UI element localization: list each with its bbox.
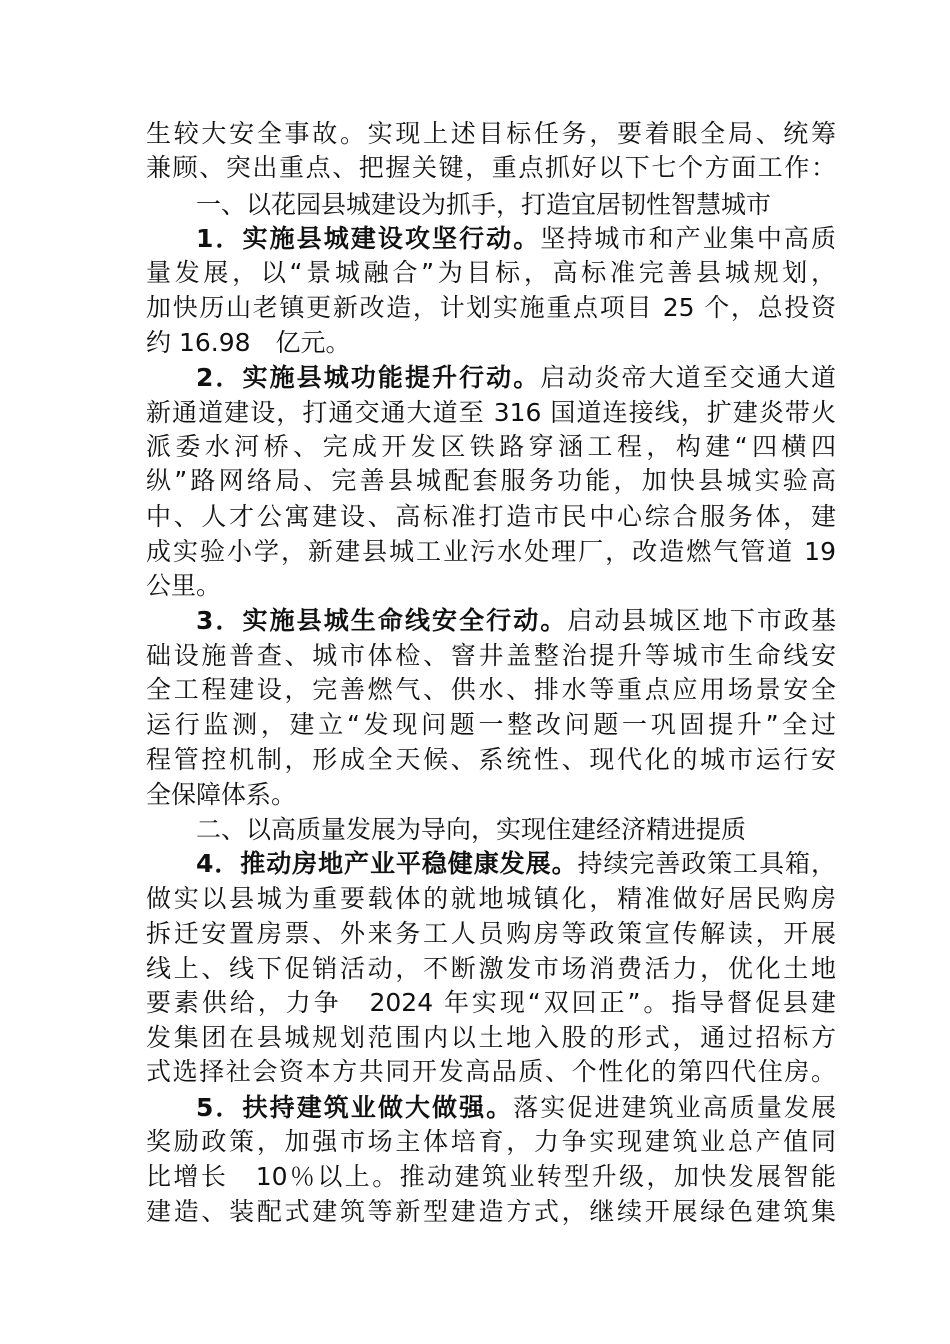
text-line-10 — [146, 430, 836, 464]
line-text: 新通道建设，打通交通大道至 316 国道连接线，扩建炎带火 — [146, 398, 836, 427]
text-line-27 — [146, 1021, 836, 1055]
text-line-9 — [146, 396, 836, 430]
text-line-23 — [146, 882, 836, 916]
text-line-18 — [146, 708, 836, 742]
text-line-6 — [146, 291, 836, 325]
text-line-26 — [146, 986, 836, 1020]
item-heading-3 — [196, 604, 836, 638]
text-line-31 — [146, 1160, 836, 1194]
text-line-30 — [146, 1125, 836, 1159]
section-heading-2 — [196, 813, 836, 847]
item-text: 持续完善政策工具箱， — [577, 849, 836, 878]
item-heading-1 — [196, 222, 836, 256]
line-text: 全工程建设，完善燃气、供水、排水等重点应用场景安全 — [146, 675, 836, 704]
heading-text: 二、以高质量发展为导向，实现住建经济精进提质 — [196, 815, 747, 844]
line-text: 加快历山老镇更新改造，计划实施重点项目 25 个，总投资 — [146, 293, 836, 322]
line-text: 纵”路网络局、完善县城配套服务功能，加快县城实验高 — [146, 466, 836, 495]
text-line-28 — [146, 1055, 836, 1089]
text-line-16 — [146, 639, 836, 673]
item-text: 启动炎帝大道至交通大道 — [540, 363, 836, 392]
text-line-12 — [146, 500, 836, 534]
line-text: 建造、装配式建筑等新型建造方式，继续开展绿色建筑集 — [146, 1197, 836, 1226]
line-text: 生较大安全事故。实现上述目标任务，要着眼全局、统筹 — [146, 119, 836, 148]
line-text: 要素供给，力争 2024 年实现“双回正”。指导督促县建 — [146, 988, 836, 1017]
text-line-25 — [146, 952, 836, 986]
line-text: 兼顾、突出重点、把握关键，重点抓好以下七个方面工作： — [146, 153, 836, 182]
item-title: 3．实施县城生命线安全行动。 — [196, 606, 568, 635]
line-text: 成实验小学，新建县城工业污水处理厂，改造燃气管道 19 — [146, 537, 836, 566]
line-text: 式选择社会资本方共同开发高品质、个性化的第四代住房。 — [146, 1057, 836, 1086]
text-line-24 — [146, 917, 836, 951]
text-line-17 — [146, 673, 836, 707]
item-text: 启动县城区地下市政基 — [567, 606, 836, 635]
text-line-5 — [146, 256, 836, 290]
text-line-19 — [146, 743, 836, 777]
item-title: 4．推动房地产业平稳健康发展。 — [196, 849, 578, 878]
item-heading-4 — [196, 847, 836, 881]
item-heading-2 — [196, 361, 836, 395]
line-text: 派委水河桥、完成开发区铁路穿涵工程，构建“四横四 — [146, 432, 836, 461]
text-line-2 — [146, 151, 836, 185]
line-text: 发集团在县城规划范围内以土地入股的形式，通过招标方 — [146, 1023, 836, 1052]
line-text: 量发展，以“景城融合”为目标，高标准完善县城规划， — [146, 258, 836, 287]
text-line-7 — [146, 326, 836, 360]
line-text: 中、人才公寓建设、高标准打造市民中心综合服务体，建 — [146, 502, 836, 531]
line-text: 础设施普查、城市体检、窨井盖整治提升等城市生命线安 — [146, 641, 836, 670]
line-text: 公里。 — [146, 571, 222, 600]
line-text: 比增长 10％以上。推动建筑业转型升级，加快发展智能 — [146, 1162, 836, 1191]
text-line-32 — [146, 1195, 836, 1229]
line-text: 线上、线下促销活动，不断激发市场消费活力，优化土地 — [146, 954, 836, 983]
text-line-14 — [146, 569, 836, 603]
item-heading-5 — [196, 1091, 836, 1125]
item-title: 5．扶持建筑业做大做强。 — [196, 1093, 514, 1122]
item-text: 落实促进建筑业高质量发展 — [513, 1093, 836, 1122]
item-title: 2．实施县城功能提升行动。 — [196, 363, 541, 392]
line-text: 全保障体系。 — [146, 780, 297, 809]
line-text: 奖励政策，加强市场主体培育，力争实现建筑业总产值同 — [146, 1127, 836, 1156]
line-text: 运行监测，建立“发现问题一整改问题一巩固提升”全过 — [146, 710, 836, 739]
section-heading-1 — [196, 188, 836, 222]
item-title: 1．实施县城建设攻坚行动。 — [196, 224, 541, 253]
text-line-1 — [146, 117, 836, 151]
text-line-13 — [146, 535, 836, 569]
line-text: 拆迁安置房票、外来务工人员购房等政策宣传解读，开展 — [146, 919, 836, 948]
line-text: 做实以县城为重要载体的就地城镇化，精准做好居民购房 — [146, 884, 836, 913]
line-text: 程管控机制，形成全天候、系统性、现代化的城市运行安 — [146, 745, 836, 774]
heading-text: 一、以花园县城建设为抓手，打造宜居韧性智慧城市 — [196, 190, 772, 219]
item-text: 坚持城市和产业集中高质 — [540, 224, 836, 253]
text-line-20 — [146, 778, 836, 812]
line-text: 约 16.98 亿元。 — [146, 328, 351, 357]
text-line-11 — [146, 464, 836, 498]
